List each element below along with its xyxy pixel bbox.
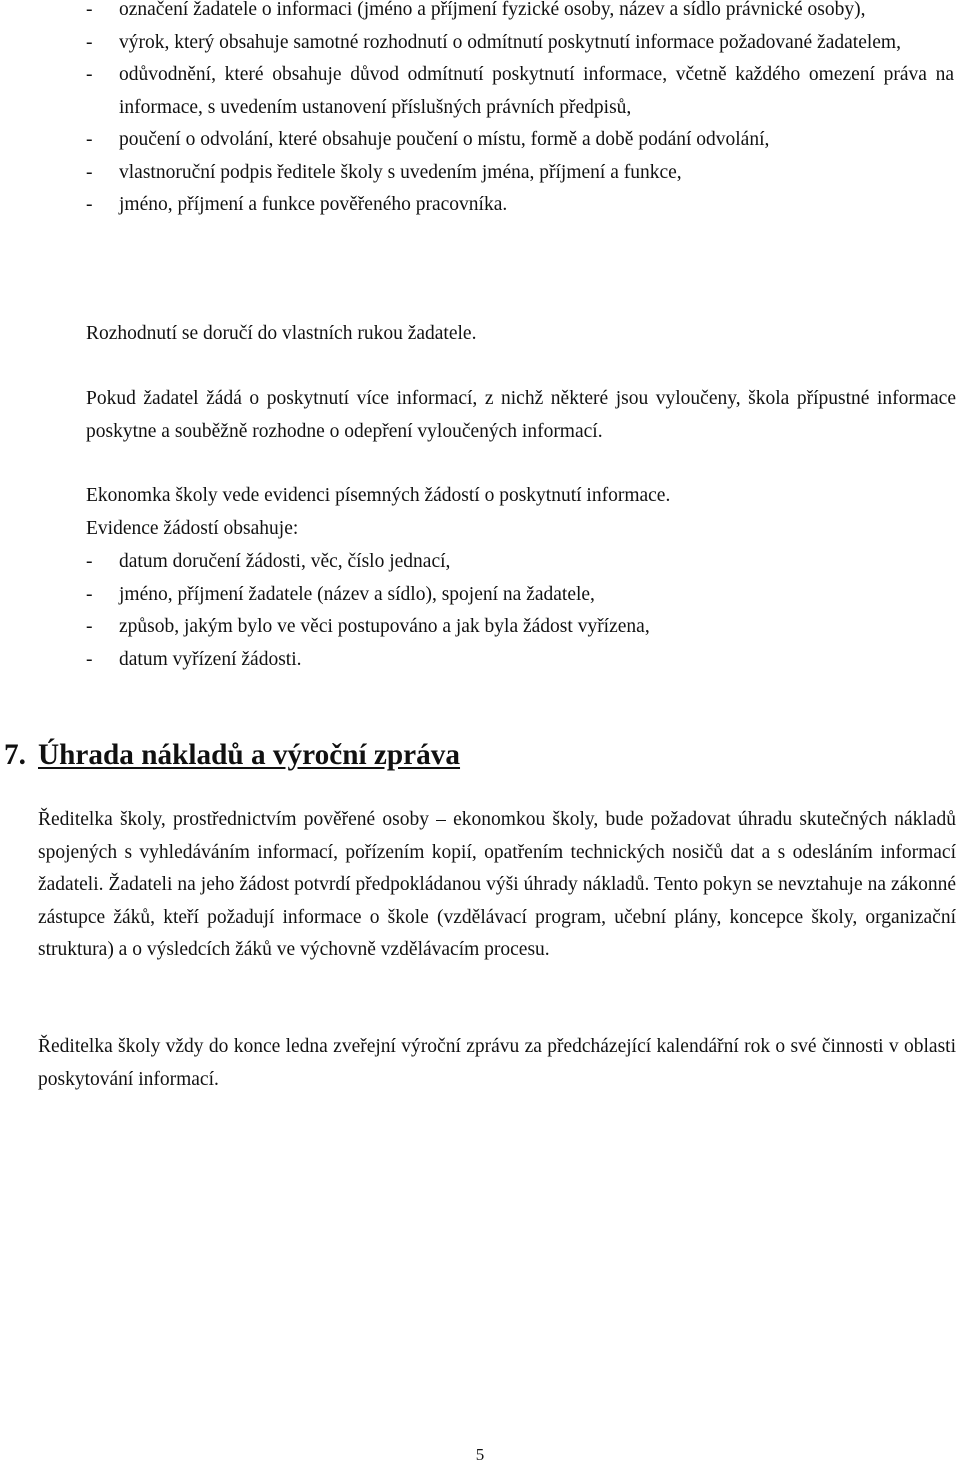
list-item <box>0 124 958 157</box>
list-item <box>0 579 958 612</box>
list-dash: - <box>86 648 93 670</box>
list-item-text: výrok, který obsahuje samotné rozhodnutí o odmítnutí poskytnutí informace požadované žadatelem, <box>119 31 901 53</box>
list-item <box>0 644 958 677</box>
list-dash: - <box>86 0 93 20</box>
records-contents-intro: Evidence žádostí obsahuje: <box>86 518 299 539</box>
list-item-text: vlastnoruční podpis ředitele školy s uvedením jména, příjmení a funkce, <box>119 161 682 183</box>
delivery-paragraph: Rozhodnutí se doručí do vlastních rukou žadatele. <box>86 323 477 344</box>
list-item-text: datum vyřízení žádosti. <box>119 648 302 670</box>
list-item <box>0 0 958 27</box>
list-item-text: označení žadatele o informaci (jméno a příjmení fyzické osoby, název a sídlo právnické osoby), <box>119 0 866 20</box>
list-dash: - <box>86 194 93 215</box>
list-item-text: způsob, jakým bylo ve věci postupováno a jak byla žádost vyřízena, <box>119 616 650 637</box>
partial-disclosure-paragraph: Pokud žadatel žádá o poskytnutí více informací, z nichž některé jsou vyloučeny, škola přípustné informace poskytne a souběžně rozhodne o odepření vyloučených informací. <box>86 388 956 442</box>
list-item <box>0 27 958 60</box>
section-title: Úhrada nákladů a výroční zpráva <box>38 739 461 771</box>
records-contents-list <box>0 546 958 676</box>
list-item-text: datum doručení žádosti, věc, číslo jednací, <box>119 551 451 572</box>
list-dash: - <box>86 616 93 637</box>
list-item <box>0 546 958 579</box>
list-dash: - <box>86 129 93 150</box>
records-paragraph: Ekonomka školy vede evidenci písemných žádostí o poskytnutí informace. <box>86 485 671 506</box>
annual-report-paragraph: Ředitelka školy vždy do konce ledna zveřejní výroční zprávu za předcházející kalendářní rok o své činnosti v oblasti poskytování informací. <box>38 1036 956 1090</box>
list-item <box>0 189 958 222</box>
page-number: 5 <box>475 1445 485 1464</box>
list-item <box>0 611 958 644</box>
costs-paragraph: Ředitelka školy, prostřednictvím pověřené osoby – ekonomkou školy, bude požadovat úhradu skutečných nákladů spojených s vyhledáváním informací, pořízením kopií, opatřením technických nosičů dat a s odesláním informací žadateli. Žadateli na jeho žádost potvrdí předpokládanou výši úhrady nákladů. Tento pokyn se nevztahuje na zákonné zástupce žáků, kteří požadují informace o škole (vzdělávací program, učební plány, koncepce školy, organizační struktura) a o výsledcích žáků ve výchovně vzdělávacím procesu. <box>38 809 956 960</box>
list-item-text: jméno, příjmení a funkce pověřeného pracovníka. <box>119 194 508 215</box>
list-item-text: poučení o odvolání, které obsahuje poučení o místu, formě a době podání odvolání, <box>119 129 770 150</box>
section-number: 7. <box>4 739 26 771</box>
list-item-text: jméno, příjmení žadatele (název a sídlo), spojení na žadatele, <box>119 583 595 605</box>
list-item-text: odůvodnění, které obsahuje důvod odmítnutí poskytnutí informace, včetně každého omezení práva na informace, s uvedením ustanovení příslušných právních předpisů, <box>119 64 954 118</box>
list-dash: - <box>86 161 93 183</box>
decision-contents-list <box>0 0 958 222</box>
list-dash: - <box>86 31 93 53</box>
list-dash: - <box>86 583 93 605</box>
list-dash: - <box>86 64 93 85</box>
list-item <box>0 157 958 190</box>
list-item <box>0 59 958 124</box>
list-dash: - <box>86 551 93 572</box>
